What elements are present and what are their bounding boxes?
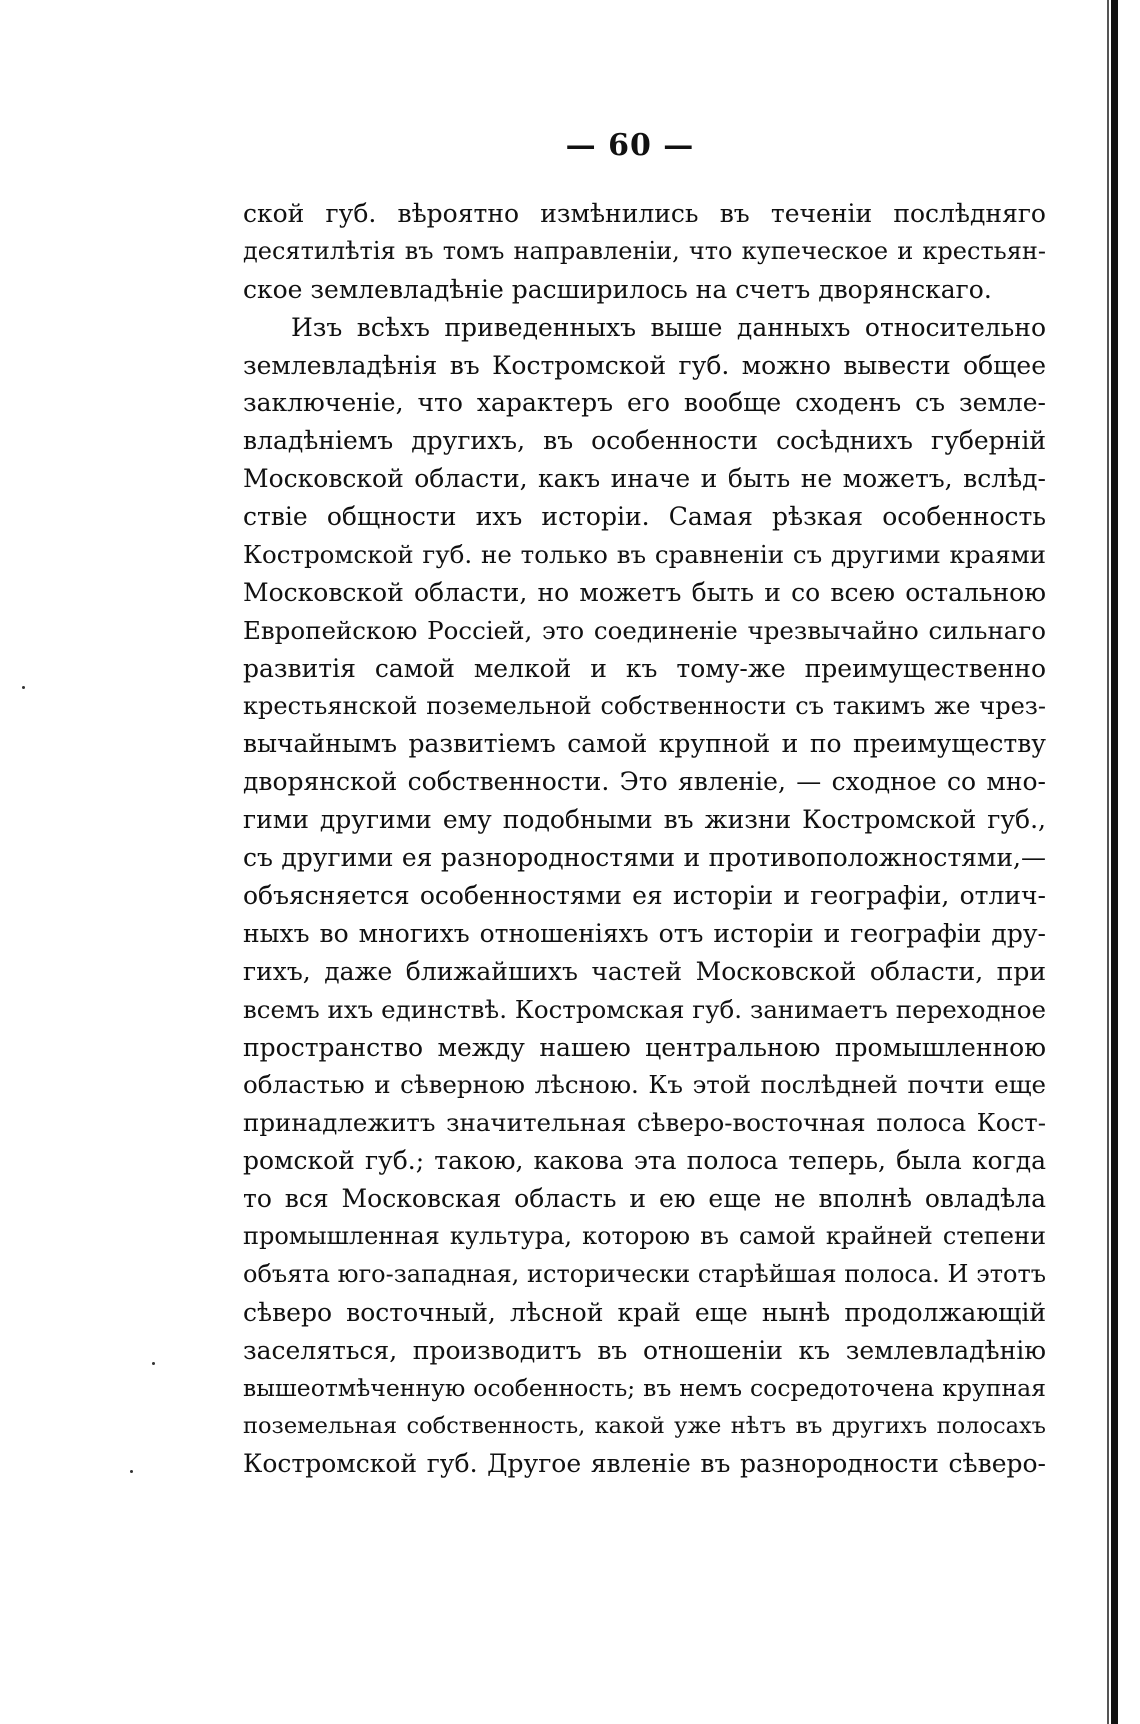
- text-line: областью и сѣверною лѣсною. Къ этой послѣдней почти еще: [243, 1070, 1046, 1100]
- text-line: съ другими ея разнородностями и противоположностями,—: [243, 843, 1046, 873]
- text-line: вычайнымъ развитіемъ самой крупной и по преимуществу: [243, 729, 1046, 759]
- text-line: принадлежитъ значительная сѣверо-восточная полоса Кост-: [243, 1108, 1046, 1138]
- text-line: ромской губ.; такою, какова эта полоса теперь, была когда: [243, 1146, 1046, 1176]
- text-line: Изъ всѣхъ приведенныхъ выше данныхъ относительно: [291, 312, 1046, 342]
- text-line: гими другими ему подобными въ жизни Костромской губ.,: [243, 805, 1046, 835]
- body-text: [243, 195, 1046, 1483]
- text-line: всемъ ихъ единствѣ. Костромская губ. занимаетъ переходное: [243, 994, 1046, 1024]
- text-line: Костромской губ. Другое явленіе въ разнородности сѣверо-: [243, 1449, 1046, 1479]
- text-line: ское землевладѣніе расширилось на счетъ дворянскаго.: [243, 274, 992, 304]
- text-line: ской губ. вѣроятно измѣнились въ теченіи послѣдняго: [243, 199, 1046, 228]
- text-line: поземельная собственность, какой уже нѣтъ въ другихъ полосахъ: [243, 1412, 1046, 1439]
- text-line: владѣніемъ другихъ, въ особенности сосѣднихъ губерній: [243, 426, 1046, 456]
- text-line: дворянской собственности. Это явленіе, — сходное со мно-: [243, 767, 1046, 797]
- text-line: объята юго-западная, исторически старѣйшая полоса. И этотъ: [243, 1259, 1046, 1288]
- text-line: промышленная культура, которою въ самой крайней степени: [243, 1222, 1046, 1251]
- text-line: крестьянской поземельной собственности съ такимъ же чрез-: [243, 691, 1046, 720]
- text-line: Московской области, какъ иначе и быть не можетъ, вслѣд-: [243, 464, 1046, 494]
- text-line: десятилѣтія въ томъ направленіи, что купеческое и крестьян-: [243, 236, 1046, 265]
- paper-speck: [22, 686, 25, 689]
- text-line: гихъ, даже ближайшихъ частей Московской области, при: [243, 956, 1046, 986]
- text-line: развитія самой мелкой и къ тому-же преимущественно: [243, 653, 1046, 683]
- text-line: Европейскою Россіей, это соединеніе чрезвычайно сильнаго: [243, 615, 1046, 645]
- text-line: землевладѣнія въ Костромской губ. можно вывести общее: [243, 350, 1046, 380]
- text-line: ныхъ во многихъ отношеніяхъ отъ исторіи и географіи дру-: [243, 918, 1046, 948]
- text-line: объясняется особенностями ея исторіи и географіи, отлич-: [243, 881, 1046, 911]
- text-line: Костромской губ. не только въ сравненіи съ другими краями: [243, 540, 1046, 570]
- text-line: пространство между нашею центральною промышленною: [243, 1032, 1046, 1062]
- paper-speck: [152, 1362, 155, 1365]
- paper-speck: [130, 1470, 133, 1473]
- text-line: Московской области, но можетъ быть и со всею остальною: [243, 577, 1046, 607]
- book-binding-edge: [1111, 0, 1118, 1724]
- page-number: — 60 —: [565, 128, 695, 163]
- text-line: то вся Московская область и ею еще не вполнѣ овладѣла: [243, 1184, 1046, 1214]
- text-line: сѣверо восточный, лѣсной край еще нынѣ продолжающій: [243, 1297, 1046, 1327]
- book-binding-shadow: [1107, 0, 1109, 1724]
- text-line: заселяться, производитъ въ отношеніи къ землевладѣнію: [243, 1335, 1046, 1365]
- text-line: заключеніе, что характеръ его вообще сходенъ съ земле-: [243, 388, 1046, 418]
- text-line: вышеотмѣченную особенность; въ немъ сосредоточена крупная: [243, 1373, 1046, 1402]
- text-line: ствіе общности ихъ исторіи. Самая рѣзкая особенность: [243, 502, 1046, 532]
